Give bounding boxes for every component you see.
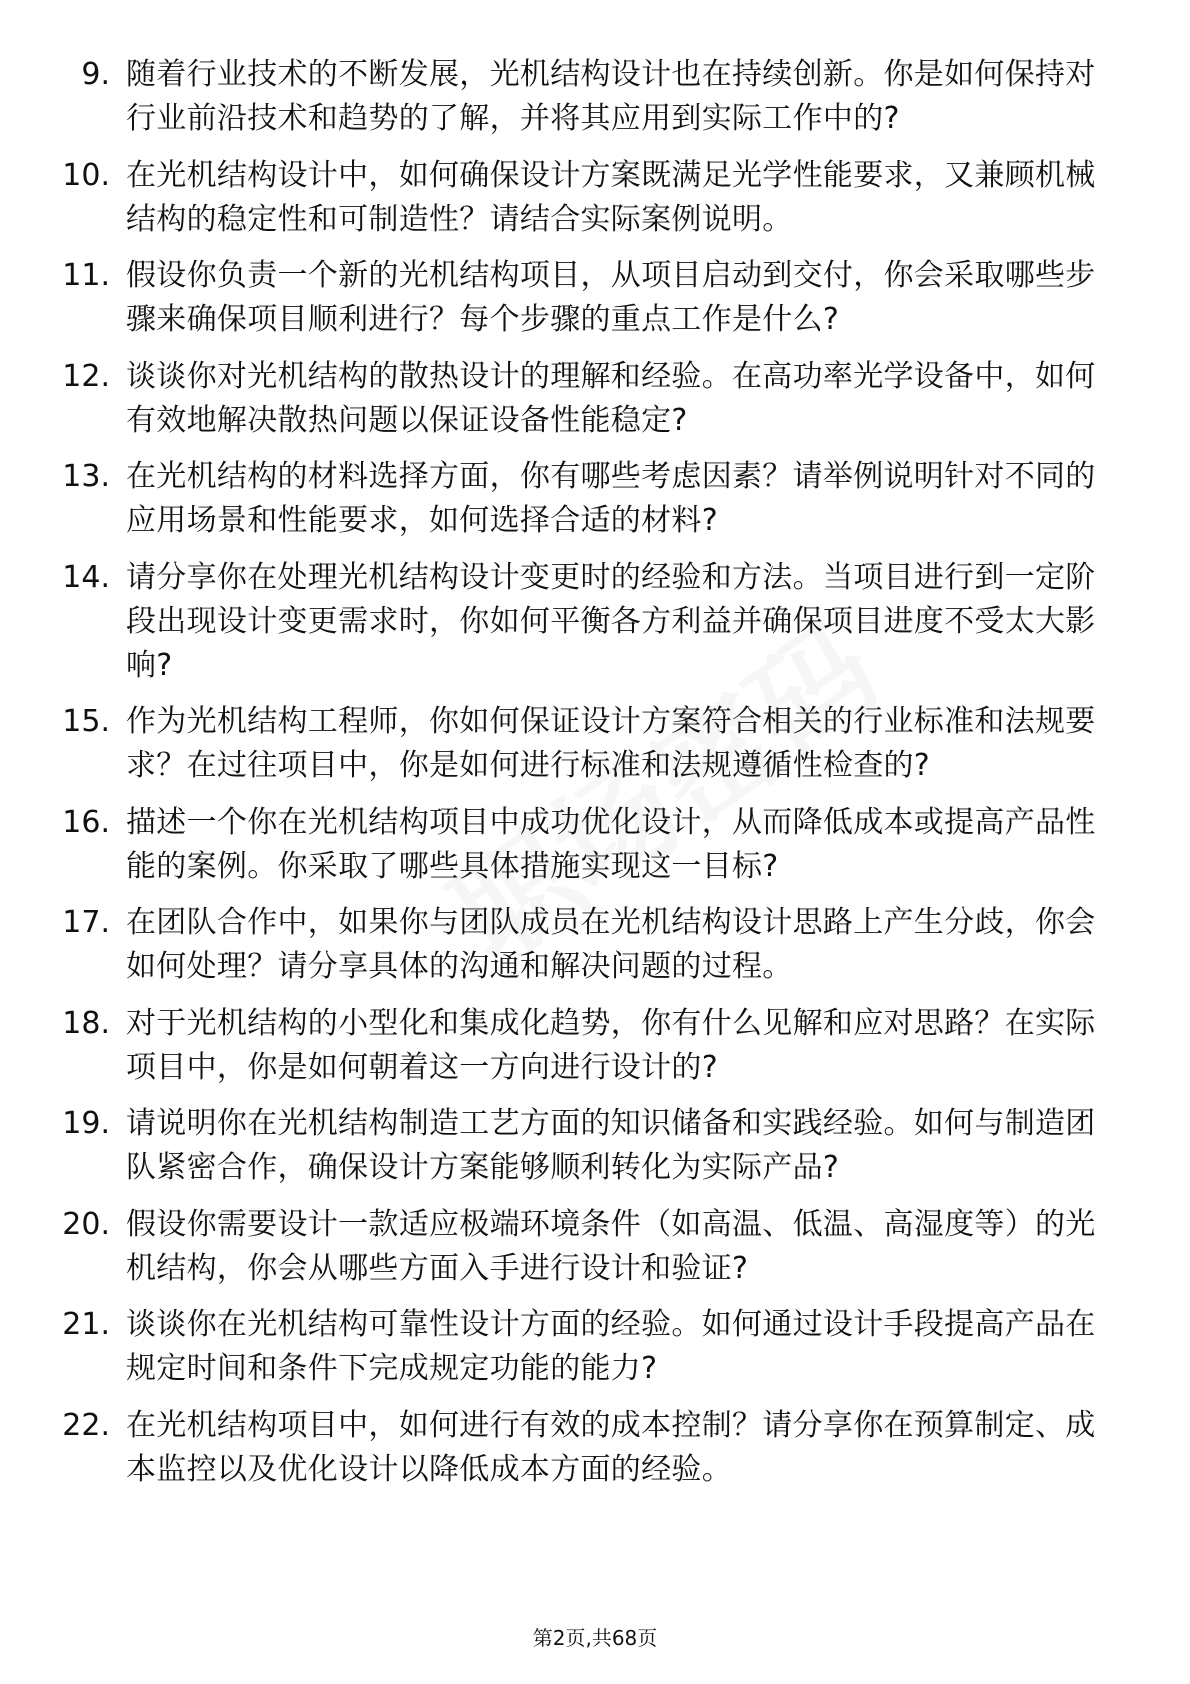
question-item-12 [0,355,1190,443]
question-item-14 [0,556,1190,688]
question-number: 12. [62,358,110,394]
question-text: 假设你需要设计一款适应极端环境条件（如高温、低温、高湿度等）的光机结构，你会从哪些方面入手进行设计和验证? [126,1206,1096,1286]
question-item-13 [0,455,1190,543]
question-text: 假设你负责一个新的光机结构项目，从项目启动到交付，你会采取哪些步骤来确保项目顺利进行？每个步骤的重点工作是什么? [126,258,1096,337]
question-text: 对于光机结构的小型化和集成化趋势，你有什么见解和应对思路？在实际项目中，你是如何朝着这一方向进行设计的? [126,1005,1096,1085]
question-item-21 [0,1303,1190,1391]
question-item-15 [0,700,1190,788]
question-number: 19. [62,1106,110,1141]
question-text: 作为光机结构工程师，你如何保证设计方案符合相关的行业标准和法规要求？在过往项目中，你是如何进行标准和法规遵循性检查的? [126,704,1096,783]
question-text: 描述一个你在光机结构项目中成功优化设计，从而降低成本或提高产品性能的案例。你采取了哪些具体措施实现这一目标? [126,804,1096,884]
question-item-11 [0,254,1190,342]
question-item-16 [0,801,1190,889]
question-number: 9. [81,57,110,92]
question-number: 16. [62,804,110,840]
question-list [0,53,1190,1504]
question-item-22 [0,1404,1190,1492]
question-number: 20. [62,1206,110,1242]
question-text: 请说明你在光机结构制造工艺方面的知识储备和实践经验。如何与制造团队紧密合作，确保设计方案能够顺利转化为实际产品? [126,1106,1096,1185]
question-text: 请分享你在处理光机结构设计变更时的经验和方法。当项目进行到一定阶段出现设计变更需求时，你如何平衡各方利益并确保项目进度不受太大影响? [126,559,1096,683]
question-number: 10. [62,157,110,193]
question-text: 在光机结构的材料选择方面，你有哪些考虑因素？请举例说明针对不同的应用场景和性能要求，如何选择合适的材料? [126,459,1096,538]
question-item-20 [0,1203,1190,1291]
question-number: 17. [62,905,110,940]
question-number: 15. [62,704,110,739]
question-text: 谈谈你在光机结构可靠性设计方面的经验。如何通过设计手段提高产品在规定时间和条件下完成规定功能的能力? [126,1307,1096,1386]
question-text: 在团队合作中，如果你与团队成员在光机结构设计思路上产生分歧，你会如何处理？请分享具体的沟通和解决问题的过程。 [126,905,1096,984]
question-item-18 [0,1002,1190,1090]
question-number: 11. [62,258,110,293]
question-number: 21. [62,1307,110,1342]
question-item-10 [0,154,1190,242]
page-number-footer: 第2页,共68页 [532,1626,658,1650]
question-number: 14. [62,559,110,595]
question-text: 在光机结构项目中，如何进行有效的成本控制？请分享你在预算制定、成本监控以及优化设计以降低成本方面的经验。 [126,1407,1096,1487]
question-text: 谈谈你对光机结构的散热设计的理解和经验。在高功率光学设备中，如何有效地解决散热问题以保证设备性能稳定? [126,358,1096,438]
question-item-17 [0,901,1190,989]
question-number: 22. [62,1407,110,1443]
question-text: 随着行业技术的不断发展，光机结构设计也在持续创新。你是如何保持对行业前沿技术和趋势的了解，并将其应用到实际工作中的? [126,57,1096,136]
question-item-9 [0,53,1190,141]
question-number: 13. [62,459,110,494]
question-text: 在光机结构设计中，如何确保设计方案既满足光学性能要求，又兼顾机械结构的稳定性和可制造性？请结合实际案例说明。 [126,157,1096,237]
question-item-19 [0,1102,1190,1190]
question-number: 18. [62,1005,110,1041]
